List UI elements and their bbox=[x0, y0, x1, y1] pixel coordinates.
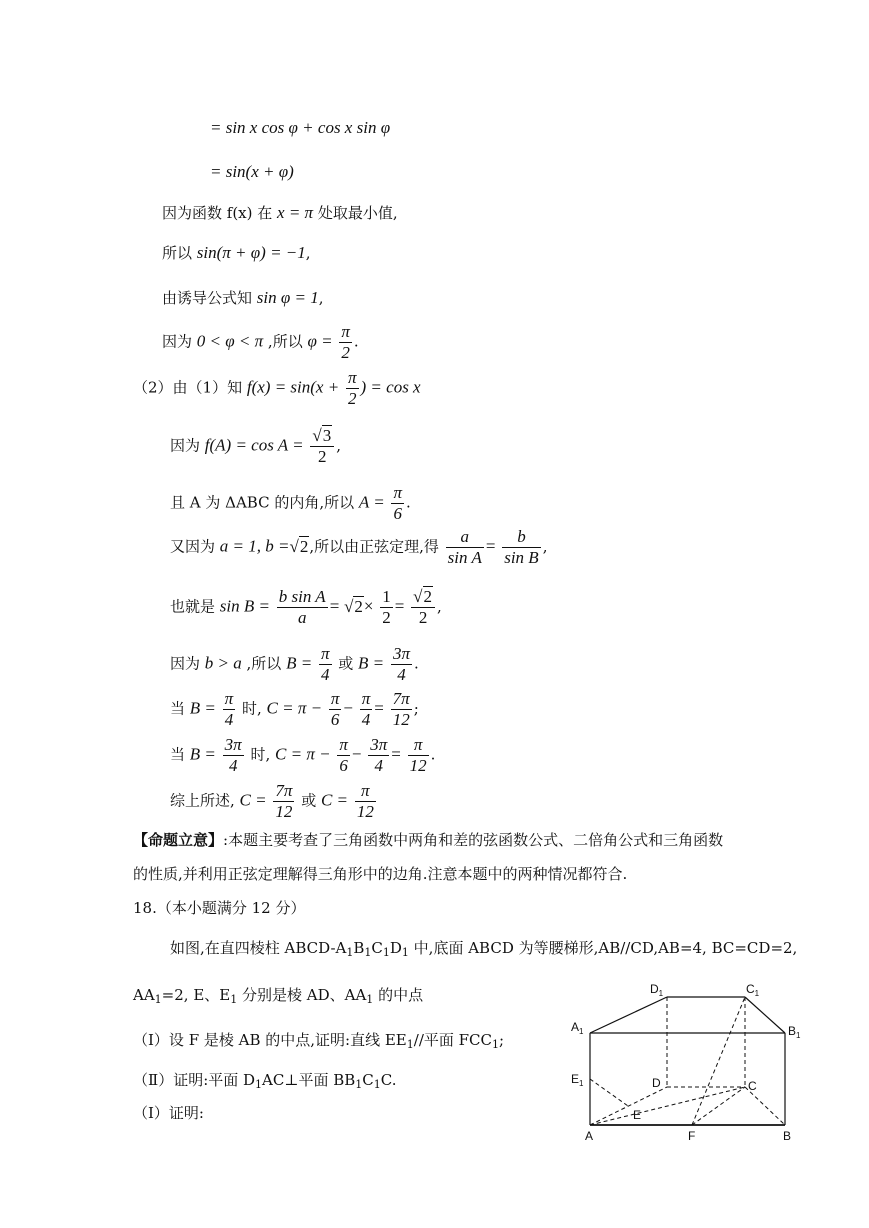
fraction bbox=[391, 689, 412, 730]
text: , bbox=[305, 244, 311, 262]
fraction bbox=[223, 689, 236, 730]
text: 的中点 bbox=[373, 986, 424, 1004]
subscript: 1 bbox=[373, 1078, 381, 1091]
text: C bbox=[371, 939, 383, 957]
prism-figure bbox=[560, 975, 810, 1150]
math: f(A) = cos A = bbox=[204, 435, 304, 455]
text: ; bbox=[413, 699, 419, 718]
text: 如图,在直四棱柱 ABCD-A bbox=[170, 939, 347, 957]
fraction bbox=[310, 426, 334, 467]
text: , bbox=[336, 436, 341, 455]
note-line-1 bbox=[133, 830, 723, 850]
math: x = π bbox=[277, 203, 314, 222]
math: C = π − bbox=[275, 744, 331, 764]
numerator: 3π bbox=[224, 735, 242, 754]
text: 处取最小值, bbox=[313, 204, 398, 222]
math: = bbox=[391, 744, 401, 764]
text: . bbox=[413, 654, 419, 673]
numerator: π bbox=[408, 735, 429, 756]
subscript: 1 bbox=[364, 946, 372, 959]
denominator: 4 bbox=[228, 756, 238, 775]
denominator: 6 bbox=[330, 710, 340, 729]
text: 因为 bbox=[170, 654, 205, 673]
subscript: 1 bbox=[154, 993, 162, 1006]
subscript: 1 bbox=[406, 1038, 414, 1051]
label-a: A bbox=[585, 1129, 594, 1143]
numerator: π bbox=[355, 781, 376, 802]
text: , bbox=[542, 537, 548, 556]
fraction bbox=[502, 527, 540, 568]
sin-b-line bbox=[170, 587, 442, 628]
text: D bbox=[389, 939, 402, 957]
cos-a-line bbox=[170, 426, 341, 467]
text: 时, bbox=[237, 699, 267, 718]
denominator: 2 bbox=[418, 608, 428, 627]
edge-a-d bbox=[590, 1087, 667, 1125]
phi-value-line bbox=[162, 322, 359, 363]
text: ; bbox=[499, 1031, 505, 1049]
text: =2, E、E bbox=[161, 986, 231, 1004]
fraction bbox=[355, 781, 376, 822]
math: B = bbox=[189, 744, 216, 764]
math: B = bbox=[189, 698, 216, 718]
label-c1: $C_1$ bbox=[746, 982, 760, 998]
subscript: 1 bbox=[366, 993, 374, 1006]
subscript: 1 bbox=[401, 946, 409, 959]
subscript: 1 bbox=[355, 1078, 363, 1091]
radicand: 2 bbox=[299, 536, 309, 556]
fraction bbox=[380, 587, 393, 628]
math: C = bbox=[320, 790, 349, 810]
numerator bbox=[411, 587, 435, 608]
fraction bbox=[277, 587, 328, 628]
segment-e1-e bbox=[590, 1079, 628, 1106]
fraction bbox=[223, 735, 244, 776]
text: 或 bbox=[333, 654, 359, 673]
label-b: B bbox=[783, 1129, 792, 1143]
text: （Ⅱ）证明:平面 D bbox=[133, 1071, 256, 1089]
question-18-title bbox=[133, 898, 305, 918]
numerator: π bbox=[320, 644, 330, 663]
text: （Ⅰ）设 F 是棱 AB 的中点,证明:直线 EE bbox=[133, 1031, 407, 1049]
text: 且 A 为 ΔABC 的内角,所以 bbox=[170, 493, 359, 512]
text: 又因为 bbox=[170, 537, 220, 556]
text: AC⊥平面 BB bbox=[262, 1071, 356, 1089]
question-number: 18.（本小题满分 12 分） bbox=[133, 899, 306, 917]
math: = bbox=[394, 596, 405, 616]
math: B = bbox=[358, 653, 385, 673]
segment-a-c bbox=[590, 1087, 745, 1125]
question-18-part-ii bbox=[133, 1070, 396, 1095]
label-e1: $E_1$ bbox=[571, 1072, 584, 1088]
eq-sin-sum-line bbox=[210, 162, 294, 182]
numerator: π bbox=[347, 368, 357, 387]
math: C = bbox=[239, 790, 267, 810]
angle-a-line bbox=[170, 483, 411, 524]
denominator: 12 bbox=[392, 710, 410, 729]
subscript: 1 bbox=[255, 1078, 263, 1091]
min-value-line bbox=[162, 203, 398, 223]
b-cases-line bbox=[170, 644, 419, 685]
fraction bbox=[446, 527, 484, 568]
edge-c1-b1 bbox=[745, 997, 785, 1033]
numerator: 3π bbox=[392, 644, 410, 663]
part2-line bbox=[133, 368, 421, 409]
note-text: :本题主要考查了三角函数中两角和差的弦函数公式、二倍角公式和三角函数 bbox=[223, 831, 724, 849]
numerator: 1 bbox=[382, 587, 391, 606]
numerator: 3π bbox=[370, 735, 388, 754]
numerator: 7π bbox=[392, 689, 410, 708]
eq-expansion: = sin x cos φ + cos x sin φ bbox=[210, 118, 391, 137]
sqrt: √3 bbox=[312, 426, 332, 445]
fraction bbox=[337, 735, 350, 776]
fraction bbox=[411, 587, 435, 628]
label-a1: $A_1$ bbox=[571, 1020, 584, 1036]
denominator: 6 bbox=[339, 756, 348, 775]
denominator: 12 bbox=[409, 756, 427, 775]
sqrt: √2 bbox=[344, 596, 363, 616]
math: × bbox=[363, 596, 374, 616]
note-heading: 【命题立意】 bbox=[133, 831, 224, 849]
text: 因为 bbox=[170, 436, 205, 455]
text: AA bbox=[133, 986, 155, 1004]
denominator: 4 bbox=[361, 710, 371, 729]
numerator: 7π bbox=[275, 781, 293, 800]
text: ,所以由正弦定理,得 bbox=[309, 537, 439, 556]
radicand: 2 bbox=[354, 596, 363, 616]
question-18-para2 bbox=[133, 985, 423, 1010]
text: 当 bbox=[170, 745, 190, 764]
fraction bbox=[391, 483, 404, 524]
denominator: 12 bbox=[275, 802, 293, 821]
denominator: 12 bbox=[356, 802, 374, 821]
text: //平面 FCC bbox=[413, 1031, 493, 1049]
label-b1: $B_1$ bbox=[788, 1024, 801, 1040]
numerator: π bbox=[341, 322, 350, 341]
text: 时, bbox=[245, 745, 276, 764]
segment-f-c bbox=[692, 1087, 745, 1125]
fraction bbox=[346, 368, 359, 409]
subscript: 1 bbox=[230, 993, 238, 1006]
induction-line bbox=[162, 288, 324, 308]
denominator: 2 bbox=[348, 389, 357, 408]
label-f: F bbox=[688, 1129, 696, 1143]
fraction bbox=[273, 781, 294, 822]
numerator: b sin A bbox=[278, 587, 326, 606]
fraction bbox=[329, 689, 342, 730]
math: 0 < φ < π bbox=[196, 331, 264, 351]
segment-f-c1 bbox=[692, 997, 745, 1125]
numerator bbox=[310, 426, 334, 447]
math: = bbox=[374, 698, 384, 718]
numerator: a bbox=[446, 527, 484, 548]
math: = bbox=[485, 536, 496, 556]
note-text: 的性质,并利用正弦定理解得三角形中的边角.注意本题中的两种情况都符合. bbox=[133, 865, 628, 883]
math: B = bbox=[286, 653, 313, 673]
sqrt: √2 bbox=[289, 536, 309, 556]
fraction bbox=[368, 735, 389, 776]
numerator: π bbox=[339, 735, 348, 754]
conclusion-line bbox=[170, 781, 378, 822]
edge-a1-d1 bbox=[590, 997, 667, 1033]
text: B bbox=[353, 939, 365, 957]
numerator: π bbox=[330, 689, 340, 708]
sin-minus-one-line bbox=[162, 243, 311, 263]
fraction bbox=[408, 735, 429, 776]
subscript: 1 bbox=[492, 1038, 500, 1051]
text: 因为函数 f(x) 在 bbox=[162, 204, 278, 222]
eq-expansion-line bbox=[210, 118, 390, 138]
denominator: 6 bbox=[393, 504, 402, 523]
numerator: π bbox=[361, 689, 371, 708]
text: , bbox=[318, 289, 324, 307]
text: C. bbox=[380, 1071, 397, 1089]
label-e: E bbox=[633, 1108, 642, 1122]
math: a = 1, b = bbox=[219, 536, 290, 556]
case2-line bbox=[170, 735, 435, 776]
denominator: 2 bbox=[341, 343, 350, 362]
text: 综上所述, bbox=[170, 791, 240, 810]
fraction bbox=[360, 689, 373, 730]
fraction bbox=[319, 644, 332, 685]
proof-heading bbox=[133, 1103, 204, 1123]
subscript: 1 bbox=[346, 946, 354, 959]
law-of-sines-line bbox=[170, 527, 547, 568]
text: 因为 bbox=[162, 332, 197, 351]
text: . bbox=[353, 332, 359, 351]
label-c: C bbox=[748, 1079, 757, 1093]
text: 由诱导公式知 bbox=[162, 289, 257, 307]
eq-sin-sum: = sin(x + φ) bbox=[210, 162, 294, 181]
text: 当 bbox=[170, 699, 190, 718]
fraction bbox=[391, 644, 412, 685]
text: 或 bbox=[296, 791, 321, 810]
math: − bbox=[351, 744, 362, 764]
math: sin φ = 1 bbox=[256, 288, 319, 307]
math: sin(π + φ) = −1 bbox=[196, 243, 306, 262]
sqrt: √2 bbox=[413, 587, 432, 606]
math: ) = cos x bbox=[360, 377, 421, 397]
text: 分别是棱 AD、AA bbox=[237, 986, 367, 1004]
denominator: 4 bbox=[397, 665, 406, 684]
math: φ = bbox=[307, 331, 333, 351]
numerator: π bbox=[224, 689, 234, 708]
radicand: 2 bbox=[423, 587, 432, 606]
numerator: b bbox=[502, 527, 540, 548]
text: ,所以 bbox=[263, 332, 308, 351]
math: b > a bbox=[204, 653, 242, 673]
subscript: 1 bbox=[382, 946, 390, 959]
text: , bbox=[437, 597, 442, 616]
denominator: 4 bbox=[224, 710, 234, 729]
text: . bbox=[406, 493, 411, 512]
radicand: 3 bbox=[322, 426, 332, 445]
question-18-para1 bbox=[170, 938, 797, 963]
text: 也就是 bbox=[170, 597, 220, 616]
note-line-2 bbox=[133, 864, 627, 884]
text: ,所以 bbox=[241, 654, 287, 673]
math: sin B = bbox=[219, 596, 270, 616]
math: A = bbox=[358, 492, 385, 512]
denominator: 4 bbox=[320, 665, 330, 684]
label-d1: $D_1$ bbox=[650, 982, 664, 998]
text: . bbox=[430, 745, 436, 764]
fraction bbox=[339, 322, 352, 363]
text: 中,底面 ABCD 为等腰梯形,AB//CD,AB=4, BC=CD=2, bbox=[408, 939, 798, 957]
denominator: 2 bbox=[382, 608, 391, 627]
denominator: sin B bbox=[504, 548, 539, 567]
math: = bbox=[329, 596, 340, 616]
label-d: D bbox=[652, 1076, 661, 1090]
text: （2）由（1）知 bbox=[133, 378, 247, 397]
case1-line bbox=[170, 689, 419, 730]
math: C = π − bbox=[266, 698, 323, 718]
math: f(x) = sin(x + bbox=[246, 377, 340, 397]
math: − bbox=[343, 698, 353, 718]
denominator: 2 bbox=[318, 447, 327, 466]
text: （Ⅰ）证明: bbox=[133, 1104, 204, 1122]
denominator: 4 bbox=[374, 756, 384, 775]
text: C bbox=[362, 1071, 374, 1089]
numerator: π bbox=[393, 483, 403, 502]
denominator: a bbox=[297, 608, 307, 627]
question-18-part-i bbox=[133, 1030, 504, 1055]
denominator: sin A bbox=[447, 548, 482, 567]
text: 所以 bbox=[162, 244, 197, 262]
